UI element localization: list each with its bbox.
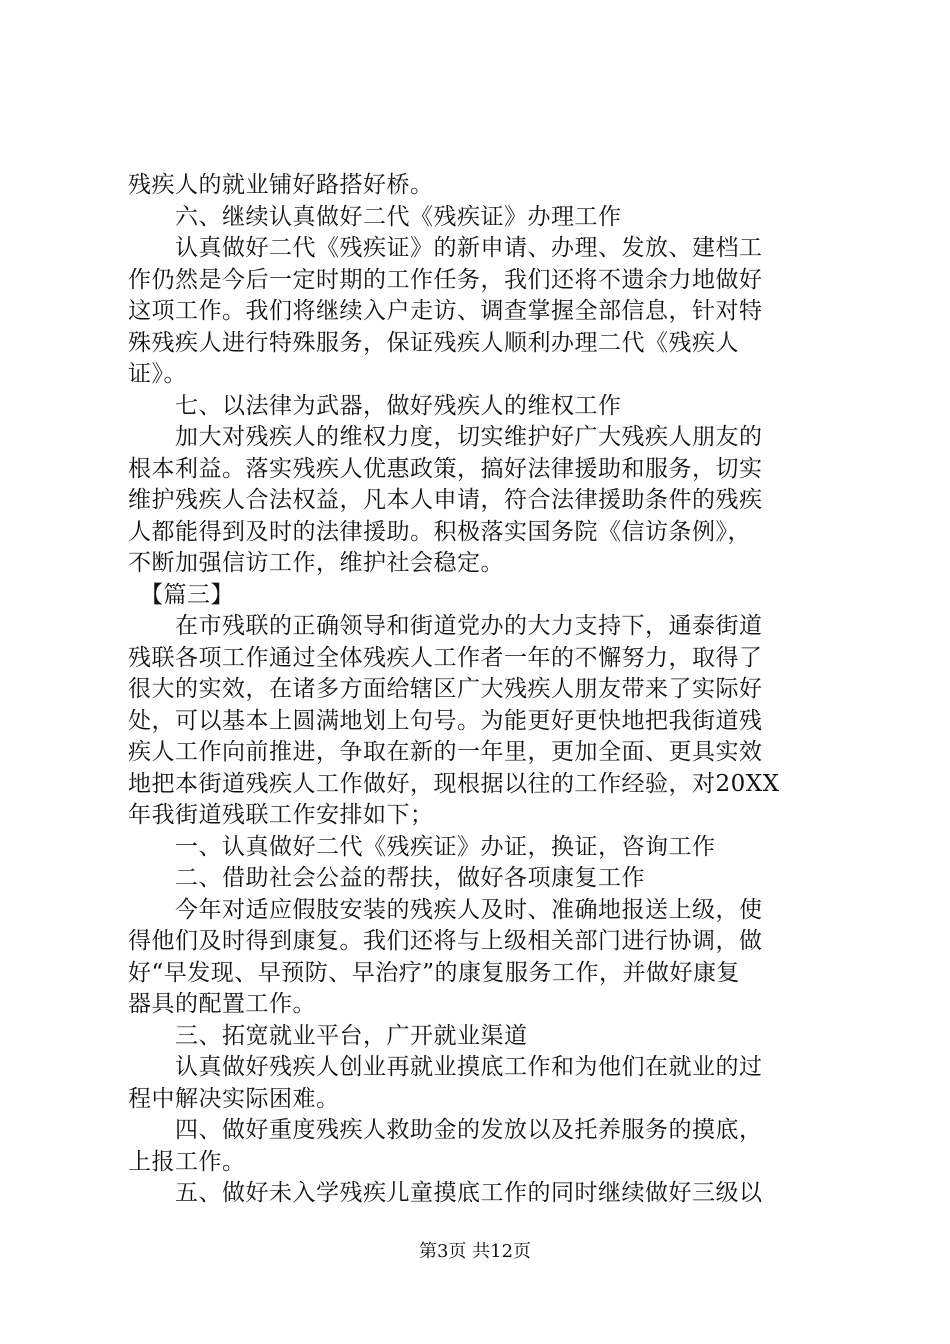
text-line: 残联各项工作通过全体残疾人工作者一年的不懈努力，取得了 bbox=[128, 644, 763, 671]
text-line: 今年对适应假肢安装的残疾人及时、准确地报送上级，使 bbox=[128, 896, 763, 923]
text-line: 这项工作。我们将继续入户走访、调查掌握全部信息，针对特 bbox=[128, 298, 763, 325]
text-line: 殊残疾人进行特殊服务，保证残疾人顺利办理二代《残疾人 bbox=[128, 329, 739, 356]
text-line: 在市残联的正确领导和街道党办的大力支持下，通泰街道 bbox=[128, 613, 763, 640]
text-line: 残疾人的就业铺好路搭好桥。 bbox=[128, 172, 434, 198]
page-footer: 第3页 共12页 bbox=[418, 1241, 532, 1262]
text-line: 三、拓宽就业平台，广开就业渠道 bbox=[128, 1022, 528, 1049]
text-line: 认真做好二代《残疾证》的新申请、办理、发放、建档工 bbox=[128, 235, 763, 262]
text-line: 维护残疾人合法权益，凡本人申请，符合法律援助条件的残疾 bbox=[128, 487, 763, 514]
text-line: 处，可以基本上圆满地划上句号。为能更好更快地把我街道残 bbox=[128, 707, 763, 734]
text-line: 认真做好残疾人创业再就业摸底工作和为他们在就业的过 bbox=[128, 1054, 763, 1081]
text-line: 七、以法律为武器，做好残疾人的维权工作 bbox=[128, 392, 622, 419]
text-line: 四、做好重度残疾人救助金的发放以及托养服务的摸底， bbox=[128, 1117, 763, 1144]
text-line: 很大的实效，在诸多方面给辖区广大残疾人朋友带来了实际好 bbox=[128, 676, 763, 703]
text-line: 二、借助社会公益的帮扶，做好各项康复工作 bbox=[128, 865, 645, 892]
text-line: 好“早发现、早预防、早治疗”的康复服务工作，并做好康复 bbox=[128, 959, 741, 986]
text-line: 年我街道残联工作安排如下； bbox=[128, 802, 434, 829]
text-line: 疾人工作向前推进，争取在新的一年里，更加全面、更具实效 bbox=[128, 739, 763, 766]
text-line: 作仍然是今后一定时期的工作任务，我们还将不遗余力地做好 bbox=[128, 266, 763, 293]
text-line: 人都能得到及时的法律援助。积极落实国务院《信访条例》， bbox=[128, 518, 751, 545]
text-line: 证》。 bbox=[128, 361, 187, 388]
text-line: 一、认真做好二代《残疾证》办证，换证，咨询工作 bbox=[128, 833, 716, 860]
text-line: 五、做好未入学残疾儿童摸底工作的同时继续做好三级以 bbox=[128, 1180, 763, 1207]
text-line: 上报工作。 bbox=[128, 1148, 246, 1175]
text-line: 得他们及时得到康复。我们还将与上级相关部门进行协调，做 bbox=[128, 928, 763, 955]
text-line: 根本利益。落实残疾人优惠政策，搞好法律援助和服务，切实 bbox=[128, 455, 763, 482]
text-line: 地把本街道残疾人工作做好，现根据以往的工作经验，对20XX bbox=[128, 770, 780, 797]
text-line: 器具的配置工作。 bbox=[128, 991, 316, 1018]
text-line: 【篇三】 bbox=[128, 581, 234, 608]
text-line: 程中解决实际困难。 bbox=[128, 1085, 340, 1112]
text-line: 加大对残疾人的维权力度，切实维护好广大残疾人朋友的 bbox=[128, 424, 763, 451]
text-line: 六、继续认真做好二代《残疾证》办理工作 bbox=[128, 203, 622, 230]
text-line: 不断加强信访工作，维护社会稳定。 bbox=[128, 550, 504, 577]
